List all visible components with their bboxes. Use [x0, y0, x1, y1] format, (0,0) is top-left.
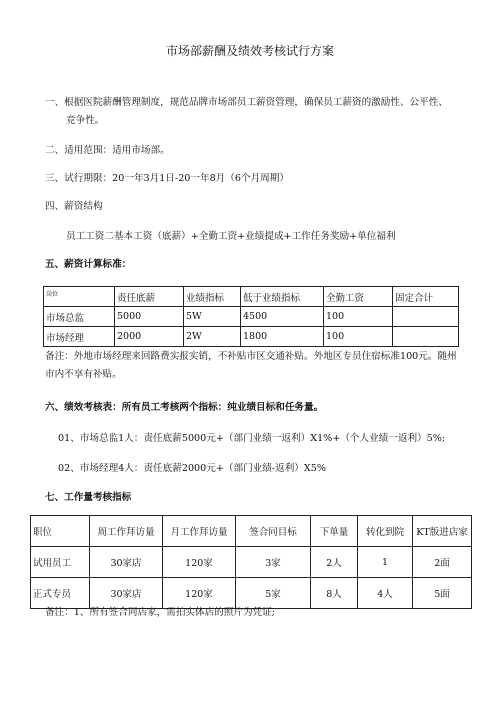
table-header-cell: 业绩指标 — [184, 287, 241, 307]
section-1: 一、根据医院薪酬管理制度，规范品牌市场部员工薪资管理，确保员工薪资的激励性、公平性、 — [45, 97, 448, 108]
table-cell: 3家 — [236, 547, 311, 578]
table-header-cell: 职位 — [31, 516, 90, 547]
table-cell: 2人 — [311, 547, 358, 578]
table-cell: 2W — [184, 327, 241, 347]
table-row — [31, 578, 472, 609]
table-header-cell: 下单量 — [311, 516, 358, 547]
table-cell: 30家店 — [90, 578, 163, 609]
section-2: 二、适用范围：适用市场部。 — [45, 145, 170, 156]
workload-table — [30, 515, 472, 609]
table-cell: 5面 — [413, 578, 472, 609]
table-header-cell: KT版进店家 — [413, 516, 472, 547]
note-1: 备注：外地市场经理来回路费实报实销，不补贴市区交通补贴。外地区专员住宿标准100元。随州 — [45, 351, 457, 362]
table-cell: 市场经理 — [44, 327, 115, 347]
table-header-cell: 责任底薪 — [115, 287, 184, 307]
table-cell: 4人 — [358, 578, 413, 609]
table-header-cell: 低于业绩指标 — [241, 287, 324, 307]
table-cell: 4500 — [241, 307, 324, 327]
table-cell: 市场总监 — [44, 307, 115, 327]
table-cell: 1 — [358, 547, 413, 578]
salary-table — [43, 286, 459, 347]
table-header-cell: 固定合计 — [393, 287, 459, 307]
table-cell — [393, 307, 459, 327]
table-header-cell: 月工作拜访量 — [163, 516, 236, 547]
table-header-cell: 全勤工资 — [324, 287, 393, 307]
table-cell: 120家 — [163, 578, 236, 609]
section-3: 三、试行期限：20一年3月1日-20一年8月（6个月周期） — [45, 173, 289, 184]
table-cell: 100 — [324, 327, 393, 347]
table-row — [31, 547, 472, 578]
table-header-row — [31, 516, 472, 547]
section-1-cont: 竞争性。 — [66, 115, 105, 126]
section-4: 四、薪资结构 — [45, 201, 103, 212]
table-cell: 正式专员 — [31, 578, 90, 609]
table-header-row — [44, 287, 459, 307]
table-cell: 2000 — [115, 327, 184, 347]
section-6-heading: 六、绩效考核表：所有员工考核两个指标：纯业绩目标和任务量。 — [45, 402, 324, 413]
table-header-cell: 岗位 — [44, 287, 115, 307]
table-cell: 5000 — [115, 307, 184, 327]
section-5-heading: 五、薪资计算标准： — [45, 259, 132, 270]
table-cell: 100 — [324, 307, 393, 327]
document-title: 市场部薪酬及绩效考核试行方案 — [165, 44, 334, 58]
table-cell: 120家 — [163, 547, 236, 578]
table-cell — [393, 327, 459, 347]
table-cell: 8人 — [311, 578, 358, 609]
table-header-cell: 签合同目标 — [236, 516, 311, 547]
table-cell: 30家店 — [90, 547, 163, 578]
section-7-heading: 七、工作量考核指标 — [45, 492, 132, 503]
table-row — [44, 307, 459, 327]
manager-formula: 02、市场经理4人：责任底薪2000元+（部门业绩-返利）X5% — [58, 463, 326, 474]
director-formula: 01、市场总监1人：责任底薪5000元+（部门业绩一返利）X1%+（个人业绩一返利）5%; — [58, 433, 446, 444]
table-cell: 1800 — [241, 327, 324, 347]
table-header-cell: 周工作拜访量 — [90, 516, 163, 547]
table-header-cell: 转化到院 — [358, 516, 413, 547]
note-2: 备注：1、所有签合同店家，需拍实体店的照片为凭证; — [45, 607, 275, 618]
table-cell: 2面 — [413, 547, 472, 578]
salary-formula: 员工工资二基本工资（底薪）+全勤工资+业绩提成+工作任务奖励+单位福利 — [66, 231, 396, 242]
note-1-cont: 市内不享有补贴。 — [45, 369, 122, 380]
table-cell: 试用员工 — [31, 547, 90, 578]
table-row — [44, 327, 459, 347]
table-cell: 5家 — [236, 578, 311, 609]
table-cell: 5W — [184, 307, 241, 327]
